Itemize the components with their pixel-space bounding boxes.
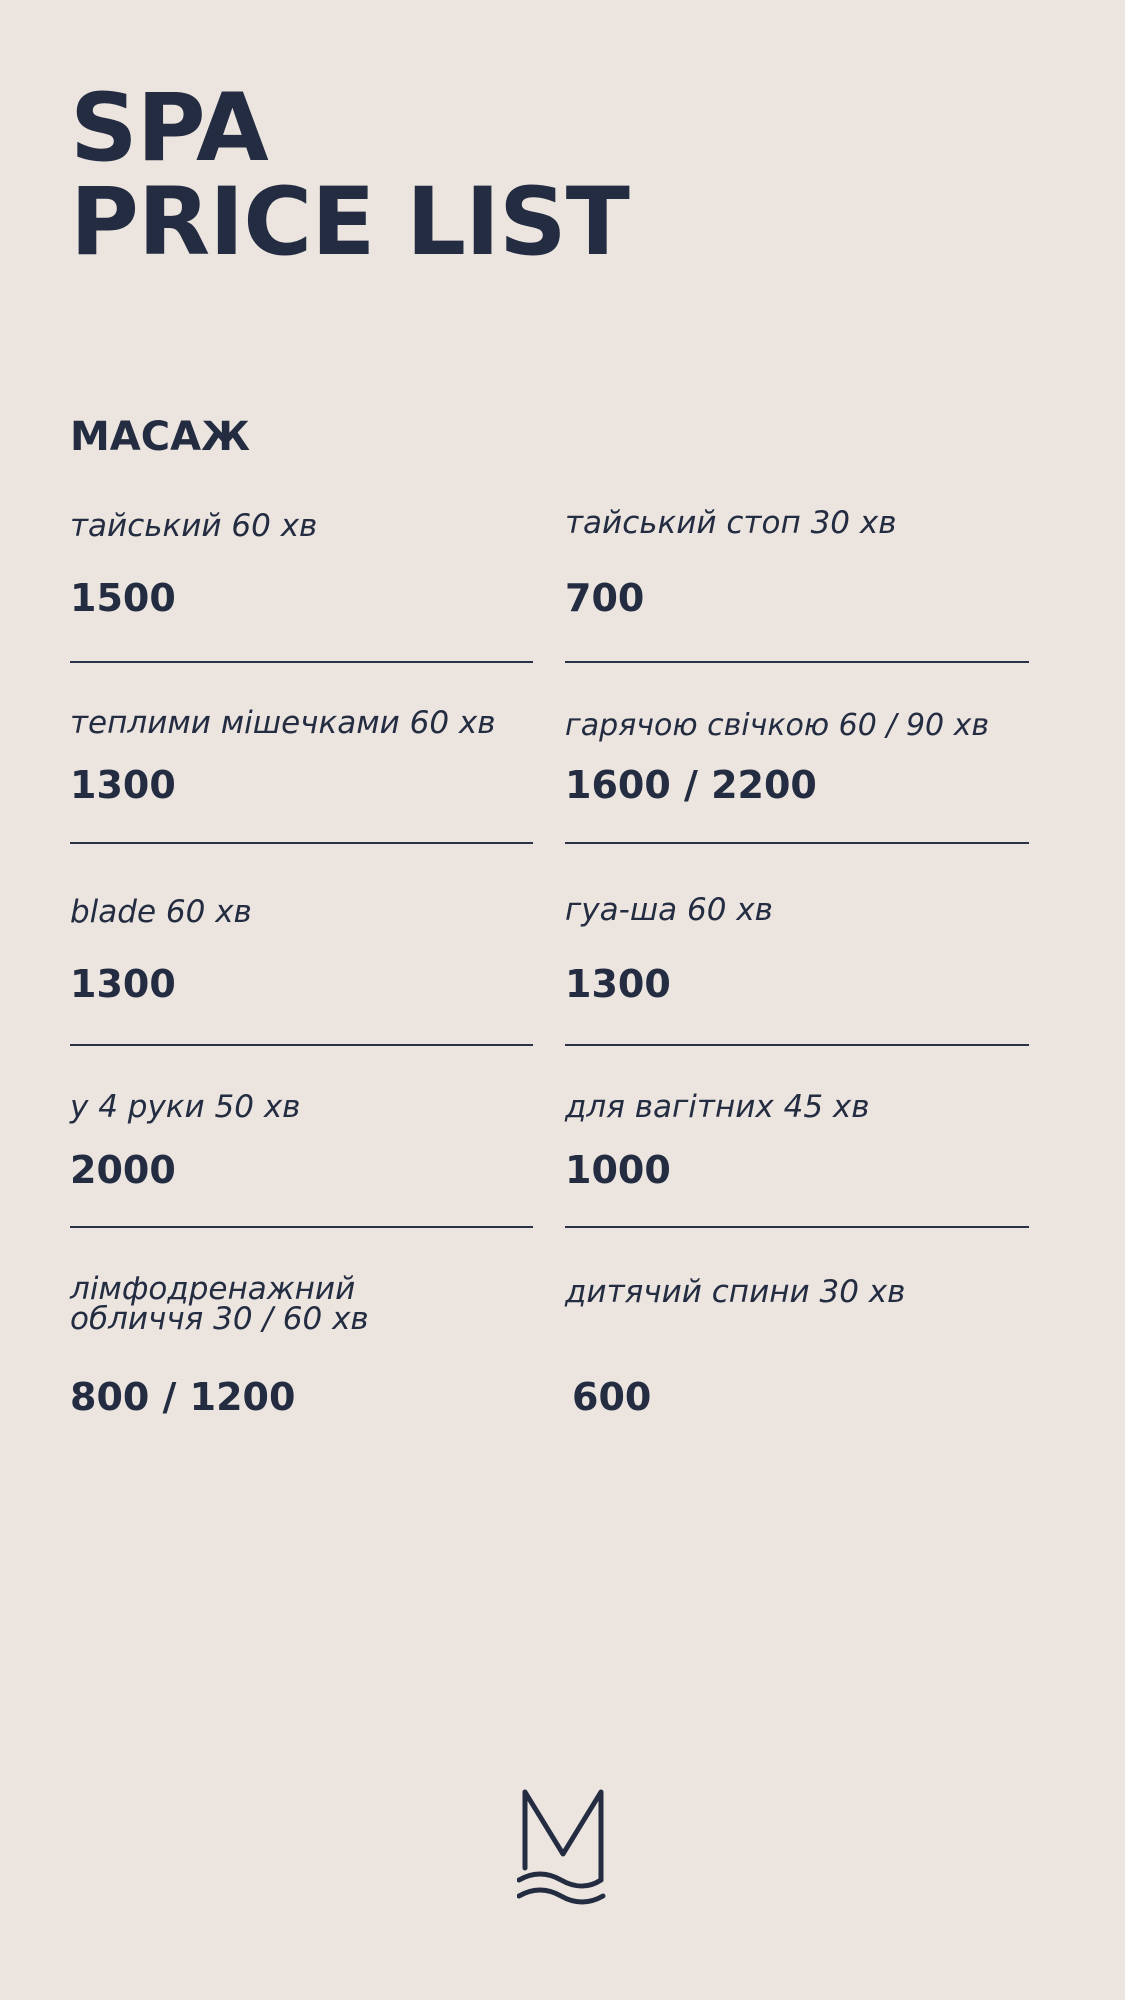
item-name-line-2: обличчя 30 / 60 хв	[70, 1301, 369, 1337]
item-name: дитячий спини 30 хв	[565, 1274, 906, 1310]
title-line-spa: SPA	[70, 74, 268, 183]
item-name: гуа-ша 60 хв	[565, 892, 773, 928]
item-price: 800 / 1200	[70, 1375, 296, 1419]
item-price: 700	[565, 576, 645, 620]
divider	[70, 1044, 533, 1046]
item-price: 1300	[70, 962, 176, 1006]
divider	[565, 1226, 1029, 1228]
item-price: 600	[572, 1375, 652, 1419]
divider	[565, 842, 1029, 844]
divider	[70, 842, 533, 844]
item-name: blade 60 хв	[70, 894, 252, 930]
divider	[565, 661, 1029, 663]
item-name: у 4 руки 50 хв	[70, 1089, 301, 1125]
m-wave-logo-icon	[517, 1788, 609, 1908]
item-name: гарячою свічкою 60 / 90 хв	[565, 708, 990, 743]
item-price: 1000	[565, 1148, 671, 1192]
item-price: 1500	[70, 576, 176, 620]
item-name: тайський стоп 30 хв	[565, 505, 897, 541]
item-price: 1600 / 2200	[565, 763, 817, 807]
divider	[70, 1226, 533, 1228]
item-price: 1300	[565, 962, 671, 1006]
page-title	[70, 74, 629, 277]
section-heading-massage: МАСАЖ	[70, 414, 251, 460]
title-line-price-list: PRICE LIST	[70, 168, 629, 277]
divider	[70, 661, 533, 663]
item-name: тайський 60 хв	[70, 508, 318, 544]
divider	[565, 1044, 1029, 1046]
item-price: 2000	[70, 1148, 176, 1192]
item-name-line-1: лімфодренажний	[70, 1271, 356, 1307]
item-name: для вагітних 45 хв	[565, 1089, 870, 1125]
item-price: 1300	[70, 763, 176, 807]
item-name: теплими мішечками 60 хв	[70, 705, 496, 741]
